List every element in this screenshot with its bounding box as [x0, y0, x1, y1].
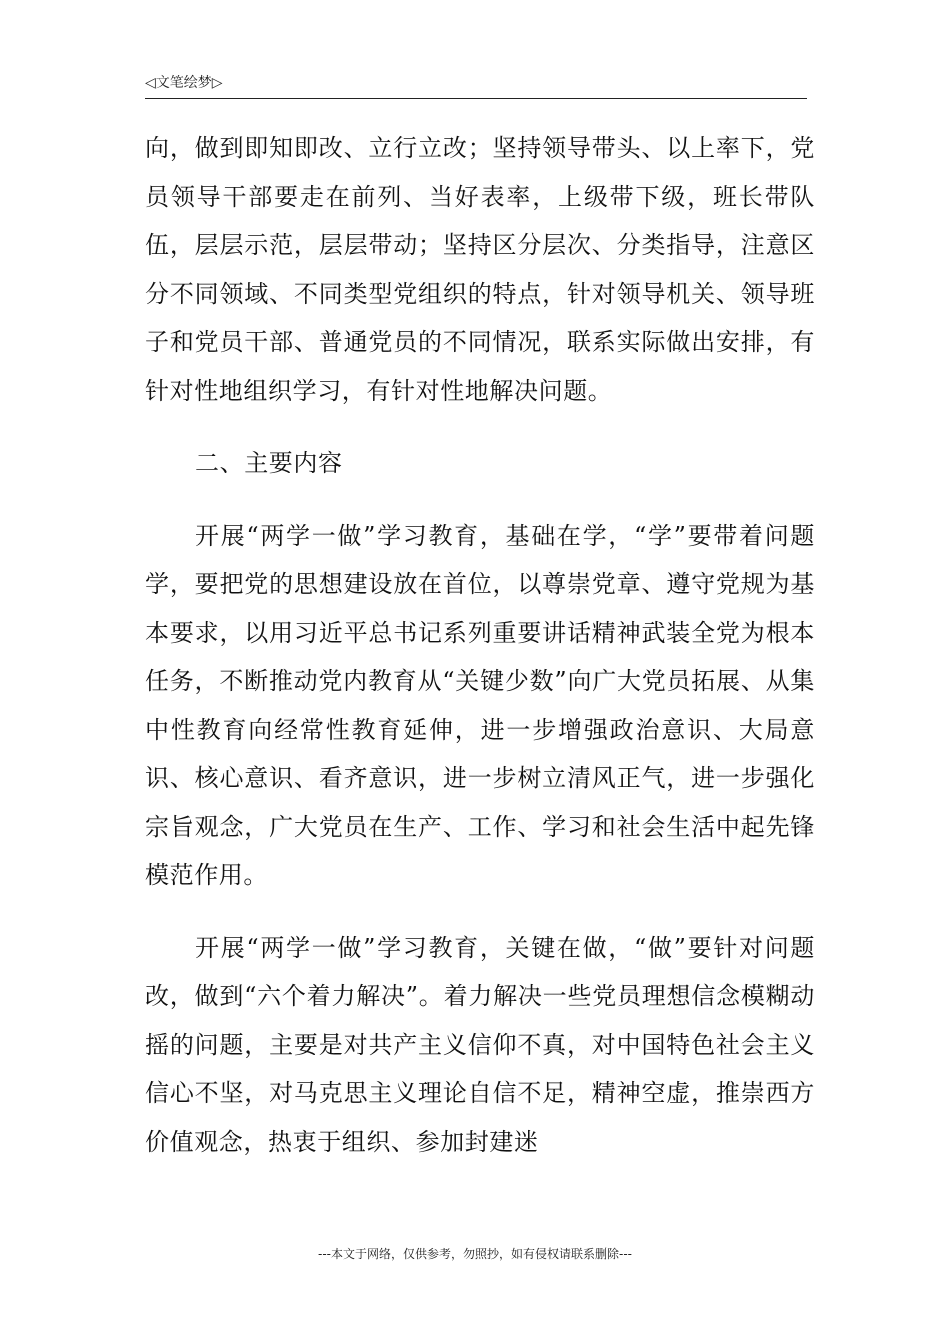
document-body — [145, 124, 815, 1166]
paragraph-continued: 向，做到即知即改、立行立改；坚持领导带头、以上率下，党员领导干部要走在前列、当好表率，上级带下级，班长带队伍，层层示范，层层带动；坚持区分层次、分类指导，注意区分不同领域、不同类型党组织的特点，针对领导机关、领导班子和党员干部、普通党员的不同情况，联系实际做出安排，有针对性地组织学习，有针对性地解决问题。 — [145, 134, 815, 405]
section-heading: 二、主要内容 — [195, 449, 343, 477]
header-brand: ◁文笔绘梦▷ — [145, 75, 223, 91]
paragraph-study: 开展“两学一做”学习教育，基础在学，“学”要带着问题学，要把党的思想建设放在首位，以尊崇党章、遵守党规为基本要求，以用习近平总书记系列重要讲话精神武装全党为根本任务，不断推动党内教育从“关键少数”向广大党员拓展、从集中性教育向经常性教育延伸，进一步增强政治意识、大局意识、核心意识、看齐意识，进一步树立清风正气，进一步强化宗旨观念，广大党员在生产、工作、学习和社会生活中起先锋模范作用。 — [145, 521, 815, 889]
footer-disclaimer: ---本文于网络，仅供参考，勿照抄，如有侵权请联系删除--- — [318, 1247, 632, 1261]
page-header — [145, 74, 807, 99]
paragraph-action: 开展“两学一做”学习教育，关键在做，“做”要针对问题改，做到“六个着力解决”。着力解决一些党员理想信念模糊动摇的问题，主要是对共产主义信仰不真，对中国特色社会主义信心不坚，对马克思主义理论自信不足，精神空虚，推崇西方价值观念，热衷于组织、参加封建迷 — [145, 933, 815, 1156]
